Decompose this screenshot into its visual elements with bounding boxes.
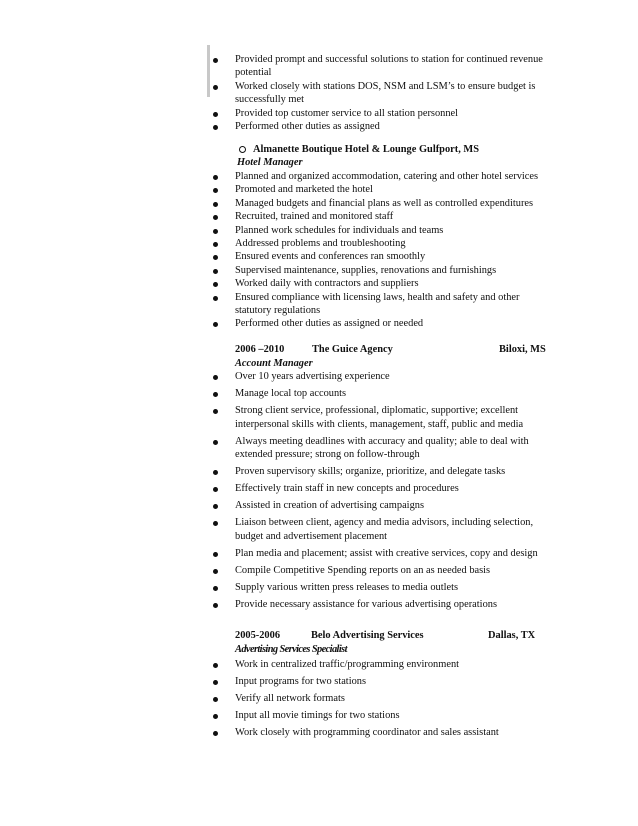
bullet-item	[211, 277, 551, 290]
bullet-item	[211, 210, 551, 223]
bullet-item	[211, 237, 551, 250]
bullet-icon	[213, 282, 218, 287]
bullet-text: Worked daily with contractors and suppliers	[235, 278, 419, 290]
job-title: Account Manager	[235, 358, 313, 369]
bullet-text: Effectively train staff in new concepts and procedures	[235, 483, 459, 495]
employer-heading-text: Almanette Boutique Hotel & Lounge Gulfport, MS	[253, 144, 479, 155]
bullet-icon	[213, 322, 218, 327]
bullet-icon	[213, 296, 218, 301]
bullet-item	[211, 170, 551, 183]
bullet-icon	[213, 487, 218, 492]
bullet-text: Verify all network formats	[235, 693, 345, 705]
bullet-item	[211, 658, 551, 671]
bullet-text: Provided top customer service to all station personnel	[235, 107, 459, 119]
bullet-text: Work closely with programming coordinator and sales assistant	[235, 727, 499, 739]
job-years: 2006 –2010	[235, 344, 285, 355]
bullet-item	[211, 387, 551, 400]
bullet-list	[211, 53, 551, 133]
bullet-item	[211, 120, 551, 133]
bullet-text: Provide necessary assistance for various advertising operations	[235, 599, 497, 611]
bullet-icon	[213, 229, 218, 234]
bullet-text: Supervised maintenance, supplies, renovations and furnishings	[235, 264, 497, 276]
bullet-list	[211, 170, 551, 331]
bullet-icon	[213, 552, 218, 557]
bullet-text: Supply various written press releases to media outlets	[235, 582, 459, 594]
bullet-icon	[213, 188, 218, 193]
bullet-text: Planned work schedules for individuals and teams	[235, 224, 444, 236]
bullet-item	[211, 581, 551, 594]
bullet-list	[211, 658, 551, 743]
bullet-icon	[213, 521, 218, 526]
bullet-text: Input programs for two stations	[235, 676, 367, 688]
hollow-bullet-icon	[239, 146, 246, 153]
bullet-text: Worked closely with stations DOS, NSM and LSM’s to ensure budget is successfully met	[235, 80, 536, 106]
bullet-text: Liaison between client, agency and media advisors, including selection, budget and advertisement placement	[235, 517, 534, 542]
bullet-icon	[213, 409, 218, 414]
bullet-item	[211, 264, 551, 277]
bullet-text: Ensured events and conferences ran smoothly	[235, 251, 426, 263]
bullet-icon	[213, 392, 218, 397]
bullet-item	[211, 516, 551, 543]
bullet-icon	[213, 269, 218, 274]
bullet-item	[211, 370, 551, 383]
bullet-text: Compile Competitive Spending reports on an as needed basis	[235, 565, 491, 577]
bullet-item	[211, 183, 551, 196]
bullet-item	[211, 197, 551, 210]
bullet-text: Performed other duties as assigned	[235, 121, 380, 133]
bullet-text: Manage local top accounts	[235, 388, 347, 400]
margin-change-bar	[207, 45, 210, 97]
bullet-item	[211, 291, 551, 318]
bullet-text: Assisted in creation of advertising campaigns	[235, 500, 425, 512]
bullet-text: Work in centralized traffic/programming environment	[235, 659, 460, 670]
bullet-text: Addressed problems and troubleshooting	[235, 238, 406, 250]
bullet-icon	[213, 202, 218, 207]
employer-heading	[253, 143, 479, 156]
bullet-text: Strong client service, professional, diplomatic, supportive; excellent interpersonal skills with clients, management, staff, public and media	[235, 405, 524, 430]
job-location: Dallas, TX	[488, 630, 536, 641]
bullet-text: Proven supervisory skills; organize, prioritize, and delegate tasks	[235, 466, 506, 478]
job-title: Hotel Manager	[237, 157, 303, 168]
employer-name: The Guice Agency	[312, 344, 393, 355]
bullet-item	[211, 726, 551, 739]
bullet-icon	[213, 504, 218, 509]
bullet-icon	[213, 714, 218, 719]
bullet-icon	[213, 175, 218, 180]
bullet-icon	[213, 242, 218, 247]
employer-name: Belo Advertising Services	[311, 630, 424, 641]
bullet-icon	[213, 255, 218, 260]
bullet-text: Promoted and marketed the hotel	[235, 184, 373, 196]
bullet-item	[211, 224, 551, 237]
bullet-text: Always meeting deadlines with accuracy and quality; able to deal with extended pressure; strong on follow-through	[235, 435, 529, 461]
bullet-text: Provided prompt and successful solutions to station for continued revenue potential	[235, 54, 543, 79]
bullet-icon	[213, 375, 218, 380]
bullet-text: Plan media and placement; assist with creative services, copy and design	[235, 547, 538, 559]
bullet-item	[211, 465, 551, 478]
bullet-item	[211, 435, 551, 462]
bullet-item	[211, 547, 551, 560]
bullet-text: Planned and organized accommodation, catering and other hotel services	[235, 171, 539, 182]
bullet-item	[211, 250, 551, 263]
bullet-item	[211, 404, 551, 431]
bullet-icon	[213, 569, 218, 574]
bullet-icon	[213, 440, 218, 445]
bullet-item	[211, 107, 551, 120]
bullet-icon	[213, 125, 218, 130]
job-years: 2005-2006	[235, 630, 281, 641]
bullet-icon	[213, 112, 218, 117]
bullet-item	[211, 598, 551, 611]
bullet-icon	[213, 663, 218, 668]
bullet-text: Input all movie timings for two stations	[235, 710, 400, 722]
bullet-item	[211, 317, 551, 330]
bullet-list	[211, 370, 551, 615]
bullet-icon	[213, 680, 218, 685]
bullet-icon	[213, 215, 218, 220]
bullet-icon	[213, 731, 218, 736]
bullet-icon	[213, 58, 218, 63]
bullet-item	[211, 80, 551, 107]
bullet-text: Performed other duties as assigned or needed	[235, 318, 424, 330]
bullet-item	[211, 692, 551, 705]
bullet-icon	[213, 470, 218, 475]
job-title: Advertising Services Specialist	[235, 644, 347, 655]
bullet-text: Over 10 years advertising experience	[235, 371, 390, 382]
bullet-icon	[213, 603, 218, 608]
bullet-icon	[213, 697, 218, 702]
bullet-item	[211, 709, 551, 722]
bullet-text: Managed budgets and financial plans as well as controlled expenditures	[235, 197, 534, 209]
job-location: Biloxi, MS	[499, 344, 546, 355]
bullet-text: Ensured compliance with licensing laws, health and safety and other statutory regulations	[235, 291, 520, 317]
bullet-icon	[213, 586, 218, 591]
bullet-item	[211, 675, 551, 688]
bullet-item	[211, 564, 551, 577]
bullet-item	[211, 53, 551, 80]
bullet-item	[211, 482, 551, 495]
bullet-item	[211, 499, 551, 512]
bullet-text: Recruited, trained and monitored staff	[235, 211, 394, 223]
bullet-icon	[213, 85, 218, 90]
